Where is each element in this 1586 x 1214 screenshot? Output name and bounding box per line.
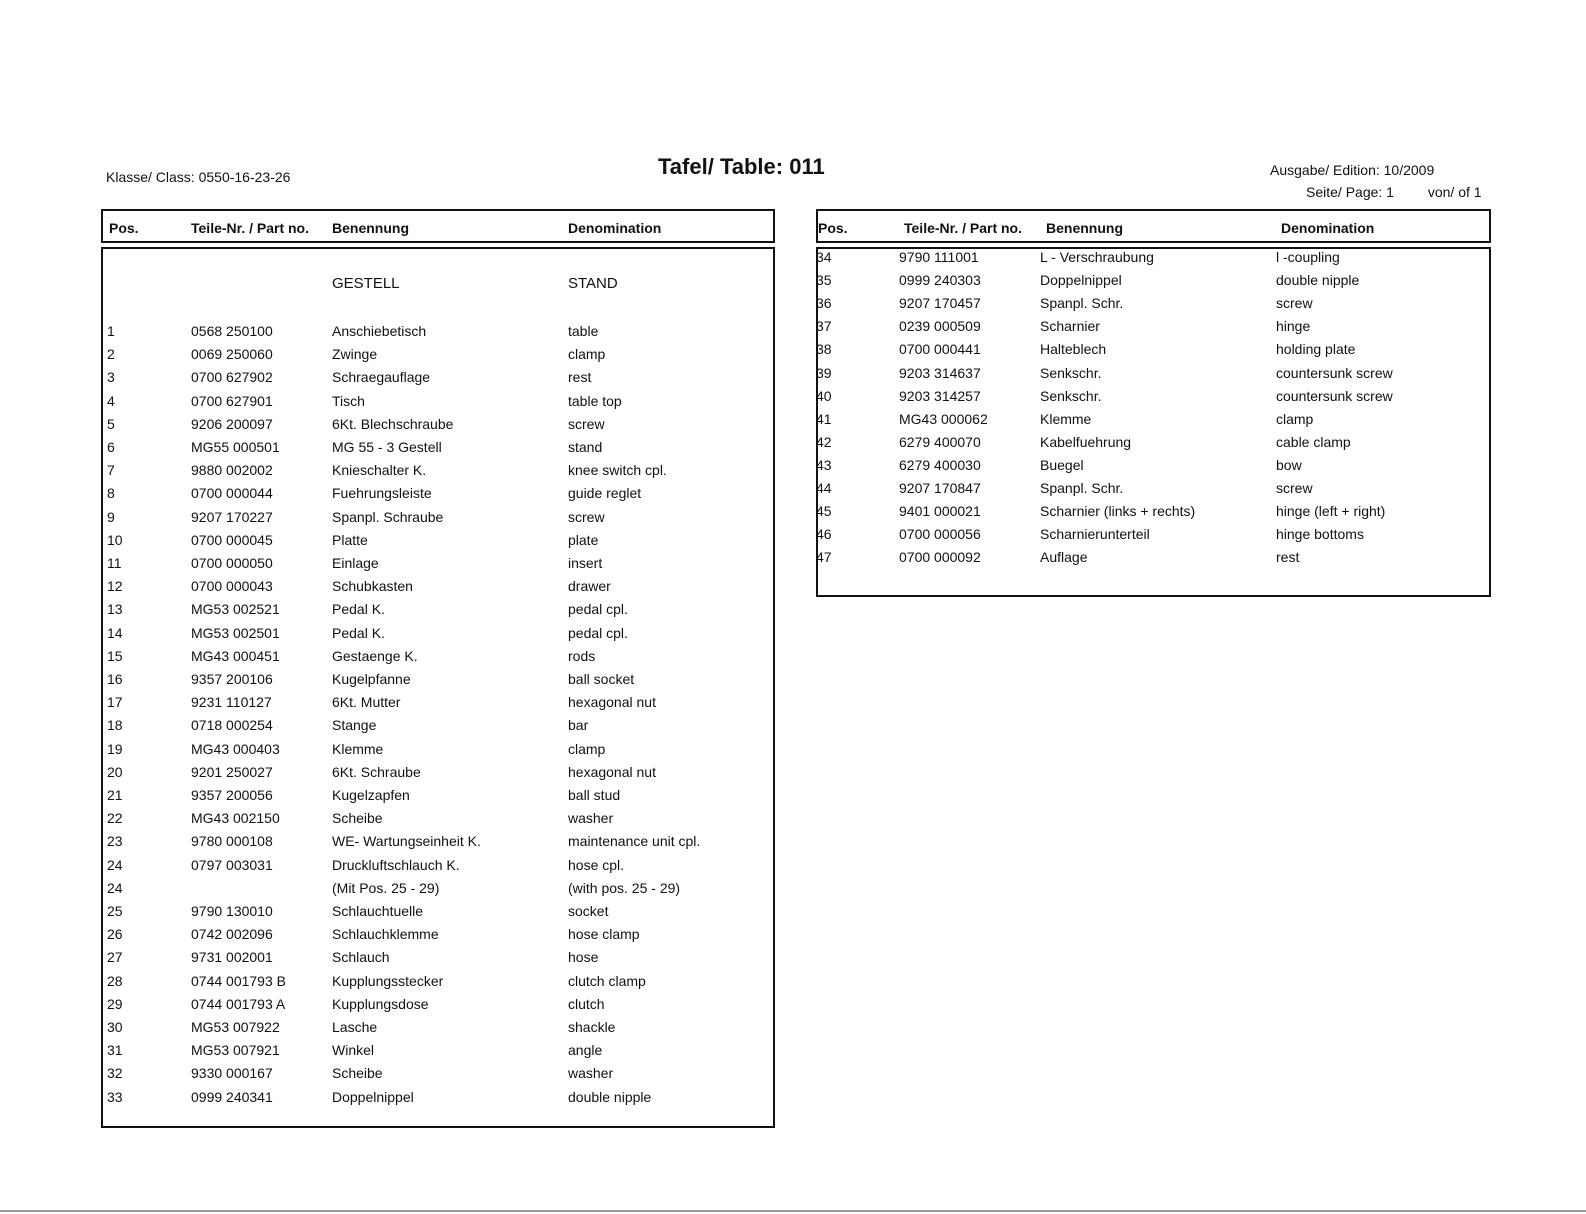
denomination-cell: hinge bottoms [1276,526,1364,543]
benennung-cell: Pedal K. [332,601,385,618]
pos-cell: 45 [816,503,832,520]
denomination-cell: rods [568,647,596,664]
table-row [103,787,773,807]
pos-cell: 35 [816,272,832,289]
part-no-cell: 9231 110127 [191,694,272,711]
benennung-cell: Winkel [332,1042,375,1059]
denomination-cell: pedal cpl. [568,624,628,641]
part-no-cell: 9201 250027 [191,763,273,780]
pos-cell: 24 [107,856,123,873]
table-row [103,903,773,923]
pos-cell: 17 [107,694,123,711]
benennung-cell: Spanpl. Schraube [332,508,444,525]
table-row [103,880,773,900]
denomination-cell: pedal cpl. [568,601,628,618]
pos-cell: 27 [107,949,123,966]
part-no-cell: 9203 314637 [899,364,981,381]
right-table-header [816,209,1491,243]
table-row [103,625,773,645]
right-parts-table [816,247,1491,597]
pos-cell: 24 [107,879,123,896]
benennung-cell: Zwinge [332,346,378,363]
denomination-cell: knee switch cpl. [568,462,667,479]
col-part-no-header: Teile-Nr. / Part no. [191,220,309,236]
pos-cell: 42 [816,433,832,450]
table-row [103,416,773,436]
benennung-cell: Kupplungsdose [332,995,429,1012]
part-no-cell: 0999 240341 [191,1088,273,1105]
part-no-cell: 9207 170457 [899,295,981,312]
class-info [106,169,290,185]
benennung-cell: Scheibe [332,810,383,827]
part-no-cell: MG53 007922 [191,1019,280,1035]
pos-cell: 23 [107,833,123,850]
table-row [103,717,773,737]
pos-cell: 19 [107,740,123,757]
part-no-cell: 9357 200056 [191,787,273,803]
denomination-cell: ball socket [568,671,635,687]
denomination-cell: screw [568,508,605,525]
table-row [103,601,773,621]
table-title [658,154,825,180]
benennung-cell: Scharnier [1040,318,1100,335]
table-number: 011 [789,154,825,179]
denomination-cell: hose clamp [568,926,640,943]
pos-cell: 36 [816,295,832,312]
denomination-cell: bow [1276,456,1302,473]
denomination-cell: screw [568,415,605,432]
pos-cell: 4 [107,392,115,409]
part-no-cell: 6279 400030 [899,456,981,473]
denomination-cell: hexagonal nut [568,763,656,780]
table-row [103,648,773,668]
benennung-cell: Knieschalter K. [332,462,427,479]
benennung-cell: Senkschr. [1040,387,1102,404]
benennung-cell: WE- Wartungseinheit K. [332,833,481,850]
pos-cell: 14 [107,624,123,641]
table-row [103,1065,773,1085]
denomination-cell: plate [568,531,599,548]
part-no-cell: 9731 002001 [191,949,273,966]
part-no-cell: 9203 314257 [899,387,981,404]
col-pos-header: Pos. [109,220,139,236]
part-no-cell: MG53 002521 [191,601,280,618]
denomination-cell: angle [568,1042,603,1059]
denomination-cell: maintenance unit cpl. [568,833,701,850]
denomination-cell: double nipple [1276,272,1360,289]
part-no-cell: 0700 627901 [191,392,273,409]
benennung-cell: Schubkasten [332,578,413,595]
part-no-cell: 0568 250100 [191,323,273,339]
pos-cell: 38 [816,341,832,358]
part-no-cell: 9206 200097 [191,415,273,432]
pos-cell: 41 [816,410,832,427]
denomination-cell: hose cpl. [568,856,625,873]
pos-cell: 15 [107,647,123,664]
part-no-cell: 9880 002002 [191,462,273,479]
benennung-cell: Doppelnippel [332,1088,414,1105]
table-row [103,532,773,552]
page-info [1306,184,1482,200]
denomination-cell: guide reglet [568,485,642,502]
table-row [103,857,773,877]
denomination-cell: clamp [568,740,606,757]
benennung-cell: Klemme [1040,410,1092,427]
table-row [818,318,1489,338]
denomination-cell: washer [568,1065,614,1082]
page-label: Seite/ Page: [1306,184,1383,200]
pos-cell: 11 [107,555,122,571]
denomination-cell: clutch [568,995,605,1012]
denomination-cell: hose [568,949,599,966]
edition-info [1270,162,1434,178]
table-row [103,1019,773,1039]
table-row [103,346,773,366]
denomination-cell: hinge [1276,318,1311,335]
denomination-cell: (with pos. 25 - 29) [568,879,681,896]
part-no-cell: 0999 240303 [899,272,981,289]
part-no-cell: 0700 000045 [191,531,273,548]
table-row [818,526,1489,546]
denomination-cell: double nipple [568,1088,652,1105]
benennung-cell: Anschiebetisch [332,323,427,339]
benennung-cell: Kugelzapfen [332,787,410,803]
table-label: Tafel/ Table: [658,154,784,179]
denomination-cell: table [568,323,599,339]
pos-cell: 29 [107,995,123,1012]
part-no-cell: 0718 000254 [191,717,273,734]
pos-cell: 2 [107,346,115,363]
benennung-cell: Schraegauflage [332,369,431,386]
denomination-cell: rest [1276,549,1300,566]
denomination-cell: ball stud [568,787,621,803]
pos-cell: 34 [816,249,832,265]
part-no-cell: MG43 000451 [191,647,280,664]
part-no-cell: MG55 000501 [191,439,280,455]
part-no-cell: 9357 200106 [191,671,273,687]
pos-cell: 10 [107,531,123,548]
pos-cell: 7 [107,462,115,479]
table-row [103,973,773,993]
part-no-cell: 0744 001793 A [191,995,286,1012]
part-no-cell: MG53 002501 [191,624,280,641]
part-no-cell: 9790 130010 [191,903,273,919]
benennung-cell: 6Kt. Mutter [332,694,401,711]
col-pos-header: Pos. [818,220,848,236]
pos-cell: 8 [107,485,115,502]
benennung-cell: Tisch [332,392,365,409]
part-no-cell: 0700 000056 [899,526,981,543]
benennung-cell: Stange [332,717,377,734]
table-row [103,764,773,784]
table-row [103,439,773,459]
table-row [103,485,773,505]
part-no-cell: MG43 002150 [191,810,280,827]
denomination-cell: hinge (left + right) [1276,503,1386,520]
table-row [103,949,773,969]
denomination-cell: bar [568,717,589,734]
class-label: Klasse/ Class: [106,169,195,185]
table-row [818,411,1489,431]
pos-cell: 16 [107,671,123,687]
table-row [103,694,773,714]
part-no-cell: 9790 111001 [899,249,979,265]
denomination-cell: screw [1276,480,1313,496]
table-row [103,462,773,482]
denomination-cell: countersunk screw [1276,387,1393,404]
part-no-cell: MG43 000062 [899,410,988,427]
benennung-cell: Gestaenge K. [332,647,418,664]
table-row [818,503,1489,523]
part-no-cell: MG53 007921 [191,1042,280,1059]
benennung-cell: 6Kt. Schraube [332,763,421,780]
denomination-cell: cable clamp [1276,433,1351,450]
part-no-cell: MG43 000403 [191,740,280,757]
table-row [103,926,773,946]
table-row [818,549,1489,569]
pos-cell: 13 [107,601,123,618]
table-row [818,434,1489,454]
table-row [103,509,773,529]
benennung-cell: Spanpl. Schr. [1040,295,1124,312]
table-row [103,741,773,761]
table-row [818,249,1489,269]
class-value: 0550-16-23-26 [198,169,291,185]
table-row [103,578,773,598]
col-denomination-header: Denomination [1281,220,1375,236]
part-no-cell: 0700 000043 [191,578,273,595]
pos-cell: 31 [107,1042,123,1059]
left-table-header [101,209,775,243]
denomination-cell: holding plate [1276,341,1356,358]
benennung-cell: Buegel [1040,456,1084,473]
part-no-cell: 6279 400070 [899,433,981,450]
benennung-cell: Kugelpfanne [332,671,411,687]
pos-cell: 37 [816,318,832,335]
part-no-cell: 9207 170847 [899,480,981,496]
left-parts-table [101,247,775,1128]
part-no-cell: 0700 000044 [191,485,273,502]
pos-cell: 12 [107,578,123,595]
denomination-cell: washer [568,810,614,827]
benennung-cell: Schlauchtuelle [332,903,424,919]
pos-cell: 20 [107,763,123,780]
table-row [818,295,1489,315]
benennung-cell: Doppelnippel [1040,272,1122,289]
benennung-cell: Platte [332,531,368,548]
table-row [818,457,1489,477]
pos-cell: 28 [107,972,123,989]
section-denomination: STAND [568,275,618,292]
table-row [818,480,1489,500]
pos-cell: 25 [107,903,123,919]
of-label: von/ of [1427,184,1470,200]
table-row [818,388,1489,408]
benennung-cell: Spanpl. Schr. [1040,480,1124,496]
part-no-cell: 0700 627902 [191,369,273,386]
part-no-cell: 9401 000021 [899,503,981,520]
benennung-cell: Klemme [332,740,384,757]
part-no-cell: 0700 000050 [191,555,273,571]
table-row [103,833,773,853]
denomination-cell: clamp [568,346,606,363]
benennung-cell: Kupplungsstecker [332,972,444,989]
pos-cell: 21 [107,787,123,803]
table-row [103,369,773,389]
col-benennung-header: Benennung [1046,220,1123,236]
denomination-cell: clamp [1276,410,1314,427]
table-row [103,555,773,575]
table-row [103,1089,773,1109]
pos-cell: 44 [816,480,832,496]
pos-cell: 43 [816,456,832,473]
benennung-cell: Senkschr. [1040,364,1102,381]
pos-cell: 39 [816,364,832,381]
benennung-cell: Lasche [332,1019,378,1035]
table-row [818,341,1489,361]
page-value: 1 [1386,184,1394,200]
pos-cell: 6 [107,439,115,455]
denomination-cell: drawer [568,578,611,595]
benennung-cell: Scharnierunterteil [1040,526,1150,543]
section-benennung: GESTELL [332,275,400,292]
denomination-cell: table top [568,392,622,409]
benennung-cell: Schlauchklemme [332,926,439,943]
denomination-cell: countersunk screw [1276,364,1393,381]
benennung-cell: Einlage [332,555,379,571]
table-row [818,365,1489,385]
pos-cell: 5 [107,415,115,432]
part-no-cell: 0069 250060 [191,346,273,363]
pos-cell: 26 [107,926,123,943]
table-row [103,810,773,830]
denomination-cell: screw [1276,295,1313,312]
table-row [103,393,773,413]
pos-cell: 46 [816,526,832,543]
part-no-cell: 9330 000167 [191,1065,273,1082]
benennung-cell: MG 55 - 3 Gestell [332,439,442,455]
edition-value: 10/2009 [1383,162,1435,178]
edition-label: Ausgabe/ Edition: [1270,162,1380,178]
part-no-cell: 0700 000441 [899,341,981,358]
table-row [103,323,773,343]
pos-cell: 18 [107,717,123,734]
benennung-cell: (Mit Pos. 25 - 29) [332,879,440,896]
col-benennung-header: Benennung [332,220,409,236]
table-row [103,996,773,1016]
pos-cell: 32 [107,1065,123,1082]
part-no-cell: 0700 000092 [899,549,981,566]
part-no-cell: 0239 000509 [899,318,981,335]
part-no-cell: 0742 002096 [191,926,273,943]
part-no-cell: 0744 001793 B [191,972,286,989]
pos-cell: 22 [107,810,123,827]
benennung-cell: Scharnier (links + rechts) [1040,503,1196,520]
col-part-no-header: Teile-Nr. / Part no. [904,220,1022,236]
pos-cell: 1 [107,323,115,339]
pos-cell: 3 [107,369,115,386]
part-no-cell: 0797 003031 [191,856,273,873]
table-row [818,272,1489,292]
benennung-cell: Druckluftschlauch K. [332,856,460,873]
benennung-cell: Scheibe [332,1065,383,1082]
table-row [103,1042,773,1062]
part-no-cell: 9780 000108 [191,833,273,850]
pos-cell: 47 [816,549,832,566]
benennung-cell: Pedal K. [332,624,385,641]
benennung-cell: 6Kt. Blechschraube [332,415,454,432]
denomination-cell: socket [568,903,609,919]
denomination-cell: hexagonal nut [568,694,656,711]
pos-cell: 9 [107,508,115,525]
col-denomination-header: Denomination [568,220,662,236]
pos-cell: 40 [816,387,832,404]
denomination-cell: stand [568,439,603,455]
page-edge-line [0,1210,1586,1212]
denomination-cell: rest [568,369,592,386]
benennung-cell: L - Verschraubung [1040,249,1154,265]
denomination-cell: shackle [568,1019,616,1035]
denomination-cell: insert [568,555,603,571]
benennung-cell: Auflage [1040,549,1088,566]
pos-cell: 33 [107,1088,123,1105]
table-row [103,671,773,691]
denomination-cell: l -coupling [1276,249,1340,265]
benennung-cell: Halteblech [1040,341,1107,358]
pos-cell: 30 [107,1019,123,1035]
benennung-cell: Schlauch [332,949,390,966]
benennung-cell: Fuehrungsleiste [332,485,432,502]
of-value: 1 [1473,184,1482,200]
part-no-cell: 9207 170227 [191,508,273,525]
denomination-cell: clutch clamp [568,972,646,989]
benennung-cell: Kabelfuehrung [1040,433,1132,450]
